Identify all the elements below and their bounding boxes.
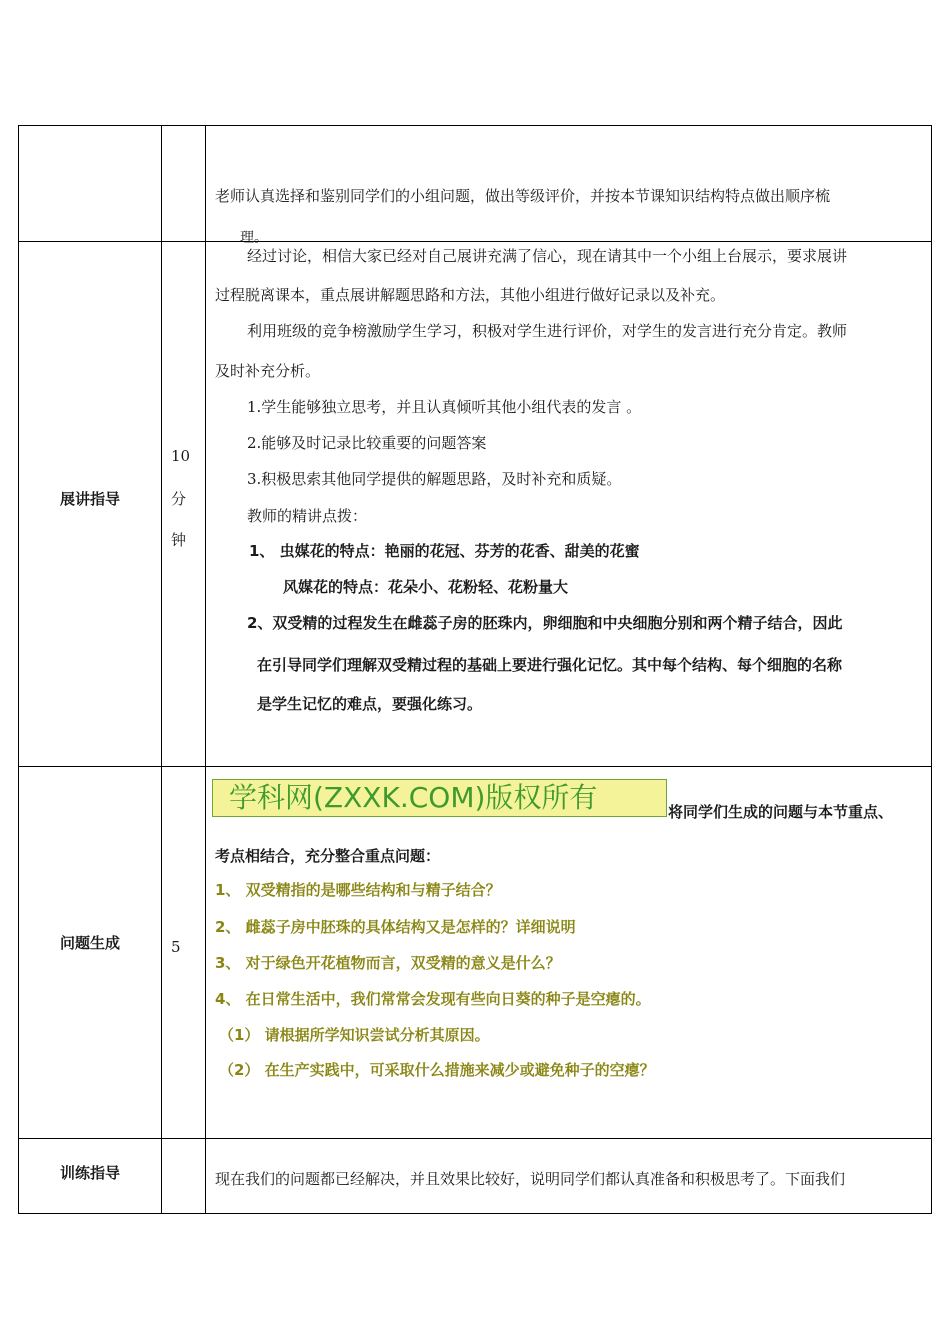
table-border-bottom [18, 1213, 931, 1214]
table-border-top [18, 125, 931, 126]
row1-text-line1: 老师认真选择和鉴别同学们的小组问题，做出等级评价，并按本节课知识结构特点做出顺序梳 [215, 187, 831, 205]
row4-text-line1: 现在我们的问题都已经解决，并且效果比较好，说明同学们都认真准备和积极思考了。下面我们 [215, 1170, 846, 1188]
row2-bold-point-2-line3: 是学生记忆的难点，要强化练习。 [257, 695, 483, 713]
row-label-training-guide: 训练指导 [59, 1164, 120, 1182]
row2-paragraph1-line1: 经过讨论，相信大家已经对自己展讲充满了信心，现在请其中一个小组上台展示，要求展讲 [247, 247, 848, 265]
row2-list-item-3: 3.积极思索其他同学提供的解题思路，及时补充和质疑。 [247, 470, 622, 488]
row2-paragraph2-line1: 利用班级的竞争榜激励学生学习，积极对学生进行评价，对学生的发言进行充分肯定。教师 [247, 322, 848, 340]
row2-bold-point-2-line1: 2、双受精的过程发生在雌蕊子房的胚珠内，卵细胞和中央细胞分别和两个精子结合，因此 [247, 614, 843, 632]
table-border-left [18, 125, 19, 1214]
row3-intro-line1: 将同学们生成的问题与本节重点、 [668, 803, 894, 821]
row-divider-1 [18, 241, 931, 242]
row2-time-value: 10 [171, 447, 191, 465]
row3-question-2: 2、 雌蕊子房中胚珠的具体结构又是怎样的？详细说明 [215, 918, 576, 936]
row-divider-2 [18, 766, 931, 767]
row2-guide-heading: 教师的精讲点拨： [247, 507, 368, 525]
row2-paragraph2-line2: 及时补充分析。 [215, 362, 321, 380]
column-divider-1 [161, 125, 162, 1214]
row3-question-4-sub-2: （2） 在生产实践中，可采取什么措施来减少或避免种子的空瘪？ [219, 1061, 655, 1079]
row3-question-4: 4、 在日常生活中，我们常常会发现有些向日葵的种子是空瘪的。 [215, 990, 651, 1008]
row-divider-3 [18, 1138, 931, 1139]
row2-bold-point-1b: 风媒花的特点：花朵小、花粉轻、花粉量大 [283, 578, 569, 596]
table-border-right [931, 125, 932, 1214]
row2-time-unit-1: 分 [171, 490, 187, 508]
row2-bold-point-2-line2: 在引导同学们理解双受精过程的基础上要进行强化记忆。其中每个结构、每个细胞的名称 [257, 656, 843, 674]
row3-intro-line2: 考点相结合，充分整合重点问题： [215, 847, 441, 865]
row-label-question-generation: 问题生成 [59, 934, 120, 952]
row2-list-item-1: 1.学生能够独立思考，并且认真倾听其他小组代表的发言 。 [247, 398, 642, 416]
row3-question-1: 1、 双受精指的是哪些结构和与精子结合？ [215, 881, 501, 899]
row1-text-line2: 理。 [240, 230, 268, 246]
column-divider-2 [205, 125, 206, 1214]
row3-time-value: 5 [171, 938, 181, 956]
row2-paragraph1-line2: 过程脱离课本，重点展讲解题思路和方法，其他小组进行做好记录以及补充。 [215, 286, 726, 304]
row3-question-4-sub-1: （1） 请根据所学知识尝试分析其原因。 [219, 1026, 490, 1044]
row-label-presentation-guide: 展讲指导 [59, 490, 120, 508]
copyright-watermark: 学科网(ZXXK.COM)版权所有 [212, 779, 667, 817]
row2-bold-point-1: 1、 虫媒花的特点：艳丽的花冠、芬芳的花香、甜美的花蜜 [249, 542, 640, 560]
row2-time-unit-2: 钟 [171, 531, 187, 549]
row3-question-3: 3、 对于绿色开花植物而言，双受精的意义是什么？ [215, 954, 561, 972]
row2-list-item-2: 2.能够及时记录比较重要的问题答案 [247, 434, 487, 452]
